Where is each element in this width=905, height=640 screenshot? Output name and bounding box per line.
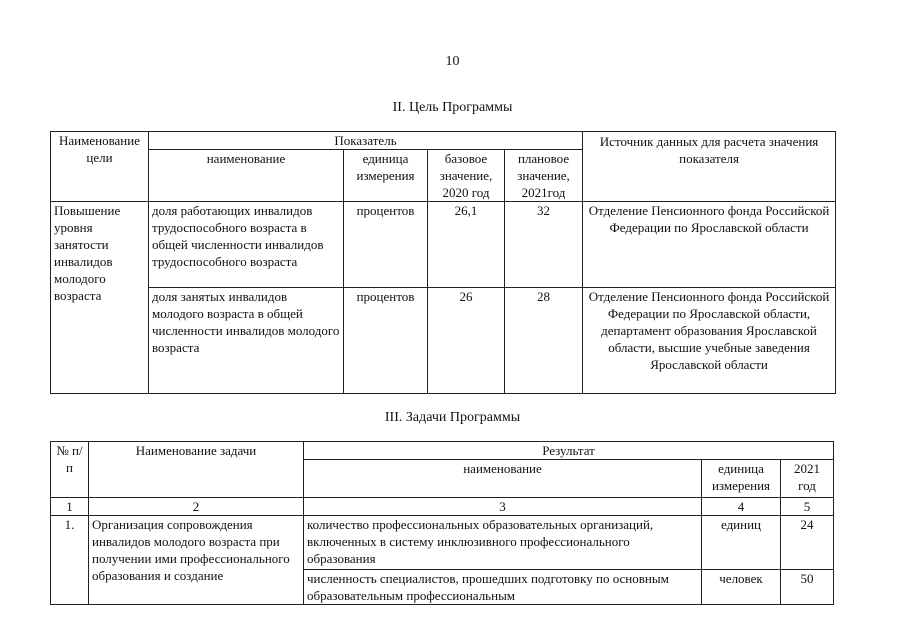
header-result: Результат (304, 442, 834, 460)
indicator-source-2: Отделение Пенсионного фонда Российской Федерации по Ярославской области, департамент образования Ярославской области, высшие учебные заведения Ярославской области (583, 288, 836, 394)
header-source: Источник данных для расчета значения показателя (583, 132, 836, 202)
indicator-base-2: 26 (428, 288, 505, 394)
indicator-plan-1: 32 (505, 202, 583, 288)
goal-cell: Повышение уровня занятости инвалидов молодого возраста (51, 202, 149, 394)
col-number-1: 1 (51, 498, 89, 516)
header-goal-name: Наименование цели (51, 132, 149, 202)
header-result-unit: единица измерения (702, 460, 781, 498)
indicator-source-1: Отделение Пенсионного фонда Российской Федерации по Ярославской области (583, 202, 836, 288)
header-num: № п/п (51, 442, 89, 498)
indicator-base-1: 26,1 (428, 202, 505, 288)
result-name-2: численность специалистов, прошедших подготовку по основным образовательным профессиональным (304, 570, 702, 605)
col-number-2: 2 (89, 498, 304, 516)
section-title-goal: II. Цель Программы (392, 100, 513, 115)
header-result-year: 2021 год (781, 460, 834, 498)
col-number-5: 5 (781, 498, 834, 516)
col-number-4: 4 (702, 498, 781, 516)
indicator-unit-2: процентов (344, 288, 428, 394)
indicator-name-2: доля занятых инвалидов молодого возраста в общей численности инвалидов молодого возраста (149, 288, 344, 394)
task-name: Организация сопровождения инвалидов молодого возраста при получении ими профессионального образования и создание (89, 516, 304, 605)
header-indicator-name: наименование (149, 150, 344, 202)
result-value-1: 24 (781, 516, 834, 570)
goal-table (50, 131, 836, 394)
result-unit-2: человек (702, 570, 781, 605)
header-task-name: Наименование задачи (89, 442, 304, 498)
page-number: 10 (445, 54, 460, 69)
task-number: 1. (51, 516, 89, 605)
indicator-name-1: доля работающих инвалидов трудоспособного возраста в общей численности инвалидов трудоспособного возраста (149, 202, 344, 288)
result-value-2: 50 (781, 570, 834, 605)
result-unit-1: единиц (702, 516, 781, 570)
section-title-tasks: III. Задачи Программы (384, 410, 521, 425)
header-base-value: базовое значение, 2020 год (428, 150, 505, 202)
indicator-plan-2: 28 (505, 288, 583, 394)
col-number-3: 3 (304, 498, 702, 516)
header-plan-value: плановое значение, 2021год (505, 150, 583, 202)
header-unit: единица измерения (344, 150, 428, 202)
header-result-name: наименование (304, 460, 702, 498)
tasks-table (50, 441, 834, 605)
indicator-unit-1: процентов (344, 202, 428, 288)
header-indicator: Показатель (149, 132, 583, 150)
result-name-1: количество профессиональных образовательных организаций, включенных в систему инклюзивного профессионального образования (304, 516, 702, 570)
